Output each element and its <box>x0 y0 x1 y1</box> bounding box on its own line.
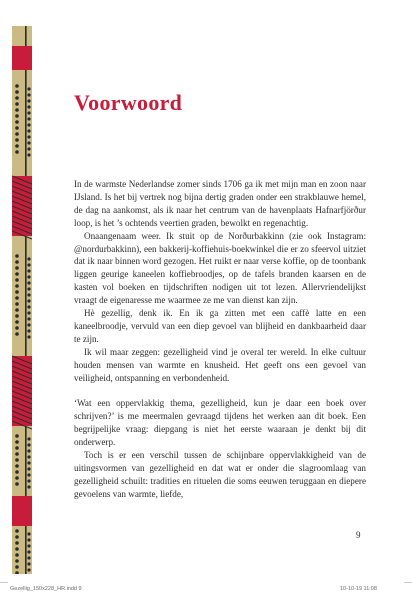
spine-dot <box>15 547 19 551</box>
spine-dot <box>15 108 19 112</box>
spine-dot <box>15 452 19 456</box>
spine-dot <box>27 105 30 108</box>
spine-dot <box>15 458 19 462</box>
spine-dot <box>27 550 30 553</box>
spine-dot <box>27 335 30 338</box>
spine-dot <box>27 544 30 547</box>
spine-dot <box>27 461 30 464</box>
spine-dot <box>27 532 30 535</box>
spine-dot <box>27 443 30 446</box>
spine-dot <box>15 260 19 264</box>
spine-line <box>25 236 27 356</box>
spine-dot <box>15 314 19 318</box>
spine-red-block <box>12 496 32 526</box>
spine-dot <box>27 455 30 458</box>
slug-filename: Gezellig_150x228_HR.indd 9 <box>10 586 82 592</box>
spine-dot <box>15 476 19 480</box>
spine-dot <box>15 541 19 545</box>
spine-dot <box>27 305 30 308</box>
spine-dot <box>15 272 19 276</box>
spine-dot <box>15 440 19 444</box>
spine-dot <box>27 317 30 320</box>
spine-dot <box>15 296 19 300</box>
spine-dot <box>27 153 30 156</box>
chapter-title: Voorwoord <box>74 90 183 115</box>
paragraph-1: In de warmste Nederlandse zomer sinds 1706 ga ik met mijn man en zoon naar IJsland. Is het bij vertrek nog bijna dertig graden onder een strakblauwe hemel, de dag na aankomst, als ik naar het centrum van de havenplaats Hafnarfjörður loop, is het ’s ochtends veertien graden, bewolkt en regenachtig. <box>74 179 366 228</box>
spine-dot <box>27 568 30 571</box>
spine-dot <box>27 123 30 126</box>
spine-dot <box>15 290 19 294</box>
spine-dot <box>27 129 30 132</box>
spine-dot <box>27 117 30 120</box>
spine-dot <box>15 84 19 88</box>
spine-dot <box>15 553 19 557</box>
spine-dot <box>15 278 19 282</box>
spine-dot <box>27 99 30 102</box>
spine-dot <box>27 269 30 272</box>
spine-dot <box>15 150 19 154</box>
spine-dot <box>15 114 19 118</box>
spine-dot <box>27 479 30 482</box>
spine-dot <box>27 111 30 114</box>
page-number: 9 <box>356 530 361 540</box>
spine-dot <box>27 93 30 96</box>
spine-dot <box>27 141 30 144</box>
decorative-spine-pattern <box>12 26 32 574</box>
spine-dot <box>27 467 30 470</box>
spine-dot <box>15 565 19 569</box>
spine-dot <box>15 302 19 306</box>
spine-pattern-graphic <box>12 26 32 574</box>
spine-dot <box>27 147 30 150</box>
spine-red-block <box>12 46 32 70</box>
spine-dot <box>27 556 30 559</box>
spine-dot <box>15 132 19 136</box>
spine-dot <box>15 284 19 288</box>
spine-dot <box>15 446 19 450</box>
spine-dot <box>15 90 19 94</box>
crop-mark-left <box>0 582 8 583</box>
spine-dot <box>15 529 19 533</box>
paragraph-3: Hè gezellig, denk ik. En ik ga zitten met een caffè latte en een kaneelbroodje, vervuld van een diep gevoel van blijheid en dankbaarheid daar te zijn. <box>74 308 366 344</box>
slug-timestamp: 10-10-19 11:08 <box>340 586 377 592</box>
spine-dot <box>27 473 30 476</box>
spine-dot <box>27 299 30 302</box>
body-text <box>74 178 366 501</box>
spine-dot <box>27 287 30 290</box>
spine-dot <box>27 87 30 90</box>
paragraph-2: Onaangenaam weer. Ik stuit op de Norðurbakkinn (zie ook Instagram: @nordurbakkinn), een bakkerij-koffiehuis-boekwinkel die er zo sfeervol uitziet dat ik naar binnen word gezogen. Het ruikt er naar verse koffie, op de toonbank liggen geurige kaneelen koffiebroodjes, op de tafels branden kaarsen en de kasten vol boeken en tijdschriften nodigen uit tot lezen. Allervriendelijkst vraagt de eigenaresse me waarmee ze me van dienst kan zijn. <box>74 230 366 306</box>
spine-dot <box>15 482 19 486</box>
spine-dot <box>27 329 30 332</box>
spine-dot <box>15 96 19 100</box>
spine-dot <box>15 326 19 330</box>
paragraph-5: ‘Wat een oppervlakkig thema, gezelligheid, kun je daar een boek over schrijven?’ is me meermalen gevraagd tijdens het werken aan dit boek. Een begrijpelijke vraag: diepgang is niet het eerste waaraan je denkt bij dit onderwerp. <box>74 398 366 448</box>
spine-dot <box>27 437 30 440</box>
spine-dot <box>15 126 19 130</box>
spine-dot <box>15 144 19 148</box>
spine-dot <box>15 535 19 539</box>
spine-dot <box>27 485 30 488</box>
spine-dot <box>15 320 19 324</box>
spine-dot <box>15 559 19 563</box>
spine-dot <box>15 254 19 258</box>
spine-dot <box>27 293 30 296</box>
spine-dot <box>27 135 30 138</box>
spine-dot <box>27 257 30 260</box>
spine-dot <box>27 538 30 541</box>
spine-dot <box>15 470 19 474</box>
spine-dot <box>15 434 19 438</box>
spine-dot <box>27 562 30 565</box>
spine-dot <box>27 275 30 278</box>
spine-dot <box>15 332 19 336</box>
spine-dot <box>27 323 30 326</box>
spine-dot <box>15 464 19 468</box>
spine-dot <box>15 102 19 106</box>
spine-dot <box>27 281 30 284</box>
spine-dot <box>27 263 30 266</box>
paragraph-6: Toch is er een verschil tussen de schijnbare oppervlakkigheid van de uitingsvormen van gezelligheid en dat wat er onder die slagroomlaag van gezelligheid schuilt: tradities en rituelen die soms eeuwen teruggaan en diepere gevoelens van warmte, liefde, <box>74 450 366 499</box>
paragraph-4: Ik wil maar zeggen: gezelligheid vind je overal ter wereld. In elke cultuur houden mensen van warmte en knusheid. Het geeft ons een gevoel van veiligheid, ontspanning en verbondenheid. <box>74 346 366 383</box>
spine-dot <box>15 138 19 142</box>
crop-mark-right <box>404 582 412 583</box>
spine-dot <box>15 266 19 270</box>
spine-dot <box>15 308 19 312</box>
spine-dot <box>27 311 30 314</box>
spine-dot <box>15 120 19 124</box>
spine-dot <box>27 449 30 452</box>
